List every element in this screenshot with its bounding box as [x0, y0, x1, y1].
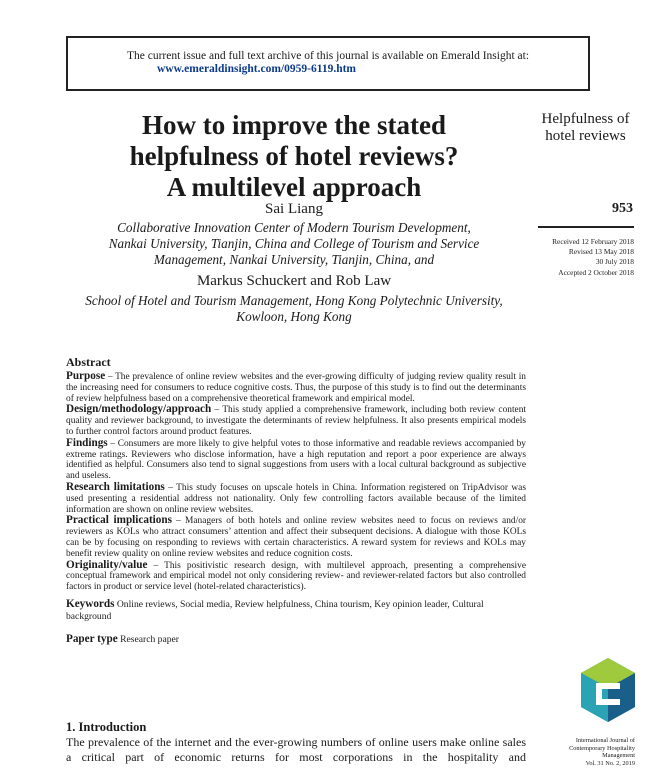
journal-info-line: International Journal of [575, 737, 635, 744]
author-name: Sai Liang [265, 201, 323, 217]
introduction-text: The prevalence of the internet and the ever-growing numbers of online users make online sales a critical part of economic returns for most corporations in the hospitality and [66, 735, 526, 764]
section-label: Findings [66, 436, 108, 449]
paper-type-text: Research paper [117, 633, 179, 645]
author-affiliation [64, 293, 524, 325]
paper-type [66, 633, 526, 645]
title-line: A multilevel approach [166, 172, 422, 202]
affiliation-line: School of Hotel and Tourism Management, Hong Kong Polytechnic University, [85, 293, 503, 308]
paper-type-label: Paper type [66, 632, 118, 645]
abstract [66, 355, 526, 645]
section-text: – This study focuses on upscale hotels in China. Information registered on TripAdvisor was used presenting a residential address not nationality. Only few controlling factors available because of the limited information are shown on online review websites. [66, 482, 526, 515]
keywords-label: Keywords [66, 597, 115, 610]
section-label: Design/methodology/approach [66, 403, 212, 416]
journal-info-line: Contemporary Hospitality [569, 744, 635, 752]
section-text: – Consumers are more likely to give helpful votes to those informative and readable reviews accompanied by extreme ratings. Reviewers who disclose information, have a high reputation and report a poor experience are always identified as helpful. Consumers also tend to signal suggestions from users with a local cultural background as subjective and useless. [66, 438, 526, 482]
journal-info [540, 737, 635, 767]
keywords-text: Online reviews, Social media, Review helpfulness, China tourism, Key opinion leader, Cultural background [66, 598, 484, 622]
section-label: Purpose [66, 370, 106, 382]
abstract-section [66, 371, 526, 404]
journal-url-link[interactable]: www.emeraldinsight.com/0959-6119.htm [157, 63, 357, 75]
journal-info-line: Vol. 31 No. 2, 2019 [585, 759, 635, 767]
affiliation-line: Nankai University, Tianjin, China and College of Tourism and Service [108, 236, 480, 251]
abstract-section [66, 482, 526, 515]
date-line: Revised 13 May 2018 [568, 247, 634, 257]
emerald-publishing-logo [579, 656, 637, 724]
date-line: Received 12 February 2018 [552, 237, 634, 246]
section-text: – Managers of both hotels and online review websites need to focus on reviews and/or reviewers as KOLs who attract consumers’ attention and affect their subsequent decisions. A dialogue with those KOLs can be by focusing on responding to reviews with certain characteristics. A reward system for reviews and KOLs may benefit review quality on online review websites and reduce cognition costs. [66, 516, 527, 559]
introduction-heading: 1. Introduction [66, 720, 147, 734]
title-line: How to improve the stated [142, 110, 446, 140]
date-line: 30 July 2018 [595, 257, 634, 267]
archive-notice-box [66, 36, 590, 91]
affiliation-line: Kowloon, Hong Kong [236, 309, 352, 324]
keywords [66, 598, 526, 623]
section-label: Practical implications [66, 514, 172, 527]
title-line: helpfulness of hotel reviews? [129, 141, 459, 171]
abstract-section [66, 560, 526, 593]
journal-info-line: Management [602, 752, 635, 760]
article-title [64, 110, 524, 203]
affiliation-line: Management, Nankai University, Tianjin, China, and [153, 252, 435, 267]
running-title [533, 111, 638, 145]
running-title-line: Helpfulness of [541, 111, 630, 127]
abstract-section [66, 515, 526, 559]
running-title-line: hotel reviews [545, 128, 626, 144]
author-affiliation [64, 220, 524, 268]
archive-note: The current issue and full text archive of this journal is available on Emerald Insight at: [126, 50, 530, 62]
section-text: – The prevalence of online review websites and the ever-growing difficulty of judging review quality result in the increasing need for consumers to reduce cognitive costs. Thus, the purpose of this study is to find out the determinants of review helpfulness based on a comprehensive theoretical framework and empirical model. [66, 372, 526, 404]
author-name: Markus Schuckert and Rob Law [196, 273, 392, 289]
abstract-section [66, 404, 526, 437]
abstract-section [66, 438, 526, 482]
section-label: Originality/value [66, 558, 148, 571]
divider [538, 226, 634, 228]
section-label: Research limitations [66, 480, 165, 493]
page-number: 953 [612, 201, 633, 216]
abstract-heading: Abstract [66, 355, 111, 369]
section-text: – This study applied a comprehensive framework, including both review content quality and reviewer background, to investigate the determinants of review helpfulness. It also presents empirical models to further control factors around product features. [66, 405, 526, 437]
section-text: – This positivistic research design, with multilevel approach, presenting a comprehensive conceptual framework and empirical model not only considering review- and reviewer-related factors but also controlled factors in product or service level (hotel-related characteristics). [66, 560, 526, 593]
affiliation-line: Collaborative Innovation Center of Modern Tourism Development, [117, 220, 471, 235]
date-line: Accepted 2 October 2018 [558, 267, 634, 277]
submission-dates [526, 237, 634, 278]
